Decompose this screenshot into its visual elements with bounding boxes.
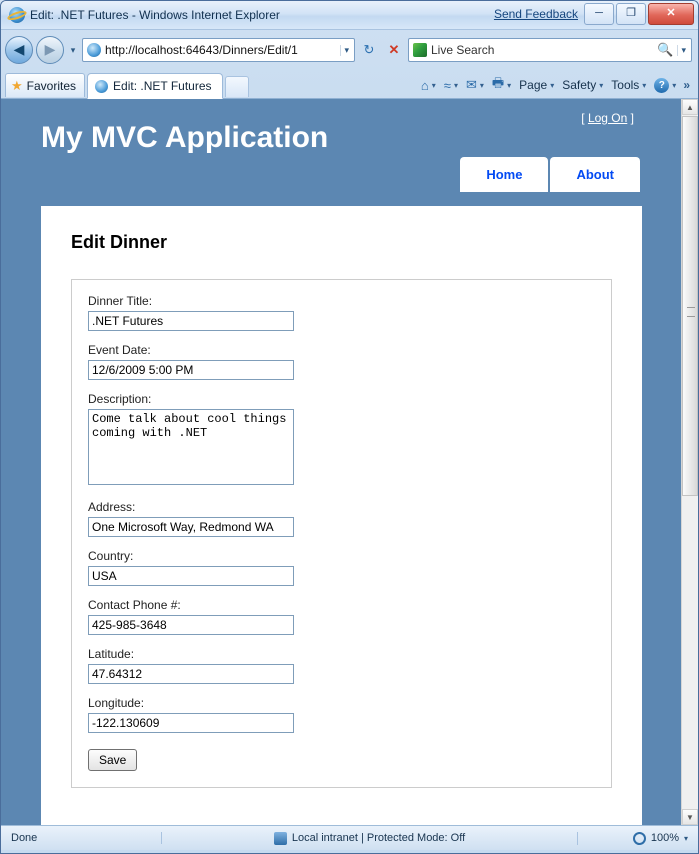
address-input[interactable]	[88, 517, 294, 537]
window-controls	[584, 3, 694, 25]
latitude-input[interactable]	[88, 664, 294, 684]
recent-pages-dropdown[interactable]: ▾	[70, 44, 76, 55]
label-latitude: Latitude:	[88, 647, 135, 661]
security-zone-label: Local intranet | Protected Mode: Off	[291, 832, 466, 844]
page-title: Edit Dinner	[71, 232, 168, 252]
chevron-down-icon[interactable]: ▾	[550, 80, 555, 90]
country-input[interactable]	[88, 566, 294, 586]
print-button[interactable]	[489, 71, 514, 99]
star-icon: ★	[11, 77, 23, 93]
field-country	[88, 549, 595, 586]
web-page	[1, 99, 682, 825]
nav-item-about[interactable]: About	[550, 157, 640, 192]
page-menu-label: Page	[519, 78, 548, 92]
new-tab-button[interactable]	[225, 76, 249, 97]
status-text: Done	[5, 832, 162, 844]
logon-bracket-close: ]	[630, 111, 634, 125]
intranet-zone-icon	[274, 832, 287, 845]
scrollbar-grip	[687, 307, 695, 317]
dinner-title-input[interactable]	[88, 311, 294, 331]
field-dinner-title	[88, 294, 595, 331]
chevron-down-icon[interactable]: ▾	[672, 80, 677, 90]
security-zone[interactable]	[162, 832, 577, 845]
page-content	[41, 206, 642, 825]
mail-button[interactable]	[463, 74, 487, 96]
status-bar	[1, 825, 698, 850]
chevron-down-icon[interactable]: ▾	[599, 80, 604, 90]
page-menu[interactable]	[516, 75, 557, 95]
tab-edit-dotnet-futures[interactable]	[87, 73, 222, 99]
page-icon	[87, 43, 101, 57]
label-description: Description:	[88, 392, 152, 406]
site-header	[1, 99, 682, 189]
description-textarea[interactable]	[88, 409, 294, 485]
title-bar	[1, 1, 698, 30]
back-button[interactable]: ◀	[5, 36, 33, 64]
search-input[interactable]: Live Search	[431, 43, 495, 57]
label-address: Address:	[88, 500, 136, 514]
nav-item-home[interactable]: Home	[460, 157, 548, 192]
site-nav-menu	[460, 157, 640, 192]
internet-explorer-icon	[9, 7, 25, 23]
contact-phone-input[interactable]	[88, 615, 294, 635]
scroll-up-button[interactable]: ▲	[682, 99, 698, 115]
longitude-input[interactable]	[88, 713, 294, 733]
page-viewport	[1, 99, 698, 825]
printer-icon: 🖶	[491, 75, 505, 90]
logon-bracket-open: [	[581, 111, 585, 125]
label-event-date: Event Date:	[88, 343, 151, 357]
live-search-icon	[413, 43, 427, 57]
field-event-date	[88, 343, 595, 380]
help-icon: ?	[654, 78, 669, 93]
chevron-down-icon[interactable]: ▾	[453, 80, 458, 90]
title-bar-left	[9, 5, 280, 25]
chevron-down-icon[interactable]: ▾	[431, 80, 436, 90]
label-country: Country:	[88, 549, 134, 563]
log-on-link[interactable]: Log On	[587, 111, 628, 125]
field-longitude	[88, 696, 595, 733]
mail-icon: ✉	[465, 77, 477, 92]
zoom-level: 100%	[650, 832, 679, 844]
label-longitude: Longitude:	[88, 696, 145, 710]
field-latitude	[88, 647, 595, 684]
favorites-button[interactable]	[5, 73, 85, 97]
label-dinner-title: Dinner Title:	[88, 294, 153, 308]
refresh-icon[interactable]: ↻	[363, 42, 375, 57]
home-icon: ⌂	[420, 77, 429, 93]
forward-button[interactable]: ▶	[36, 36, 64, 64]
scrollbar-thumb[interactable]	[682, 116, 698, 496]
label-contact-phone: Contact Phone #:	[88, 598, 181, 612]
search-provider-dropdown-icon[interactable]: ▾	[677, 45, 689, 56]
site-title: My MVC Application	[41, 121, 329, 154]
chevron-down-icon[interactable]: ▾	[683, 833, 688, 843]
chevron-down-icon[interactable]: ▾	[479, 80, 484, 90]
edit-dinner-form	[71, 279, 612, 788]
address-dropdown-icon[interactable]: ▾	[340, 45, 352, 56]
chevron-down-icon[interactable]: ▾	[507, 80, 512, 90]
safety-menu-label: Safety	[562, 78, 597, 92]
send-feedback-link[interactable]: Send Feedback	[493, 7, 578, 21]
zoom-control[interactable]	[577, 832, 694, 845]
stop-icon[interactable]: ✕	[388, 42, 400, 57]
feeds-button[interactable]	[441, 75, 461, 96]
command-bar	[418, 72, 694, 98]
save-button[interactable]: Save	[88, 749, 137, 771]
page-scrollbar[interactable]	[681, 99, 698, 825]
more-commands-icon[interactable]: »	[683, 78, 690, 92]
tab-page-icon	[95, 80, 108, 93]
field-address	[88, 500, 595, 537]
search-icon[interactable]: 🔍	[657, 42, 674, 57]
navigation-bar	[1, 30, 698, 70]
favorites-label: Favorites	[26, 78, 77, 93]
tab-label: Edit: .NET Futures	[113, 79, 212, 93]
zoom-icon	[633, 832, 646, 845]
close-button[interactable]: ✕	[648, 3, 694, 25]
logon-area	[581, 111, 634, 125]
feeds-icon: ≈	[443, 77, 451, 93]
scroll-down-button[interactable]: ▼	[682, 809, 698, 825]
address-bar-url: http://localhost:64643/Dinners/Edit/1	[105, 43, 298, 57]
maximize-button[interactable]: ❐	[616, 3, 646, 25]
event-date-input[interactable]	[88, 360, 294, 380]
tools-menu[interactable]	[608, 75, 649, 95]
chevron-down-icon[interactable]: ▾	[642, 80, 647, 90]
help-menu[interactable]	[651, 75, 679, 96]
safety-menu[interactable]	[559, 75, 606, 95]
address-bar[interactable]	[82, 38, 355, 62]
home-button[interactable]	[418, 75, 439, 96]
search-box[interactable]	[408, 38, 692, 62]
minimize-button[interactable]: ─	[584, 3, 614, 25]
window-title: Edit: .NET Futures - Windows Internet Explorer	[30, 8, 280, 22]
field-contact-phone	[88, 598, 595, 635]
tools-menu-label: Tools	[611, 78, 640, 92]
tab-bar	[1, 70, 698, 99]
field-description	[88, 392, 595, 488]
